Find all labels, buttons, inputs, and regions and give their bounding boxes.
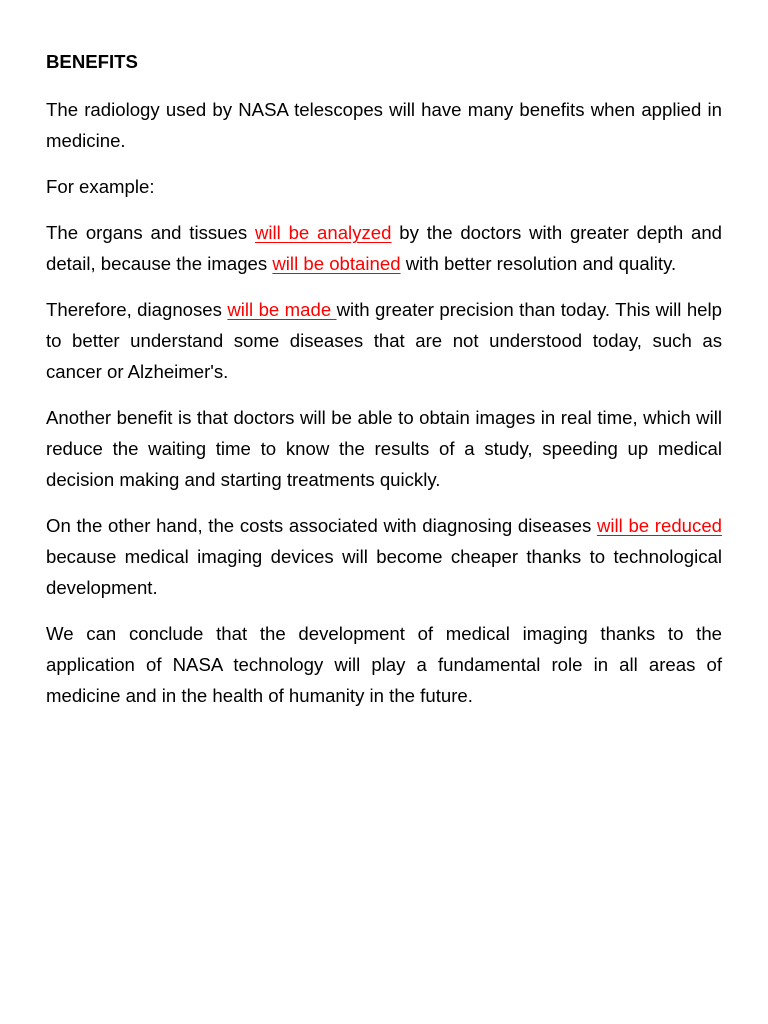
paragraph-example-label: For example: <box>46 176 155 197</box>
paragraph-diagnoses <box>46 294 722 387</box>
paragraph-conclusion: We can conclude that the development of medical imaging thanks to the application of NASA technology will play a fundamental role in all areas of medicine and in the health of humanity in the future. <box>46 623 722 706</box>
text-segment: The organs and tissues <box>46 222 255 243</box>
text-segment: by the doctors with greater depth and detail, because the images <box>46 222 722 274</box>
text-segment: with better resolution and quality. <box>400 253 677 274</box>
paragraph-costs <box>46 510 722 603</box>
highlighted-verb: will be analyzed <box>254 222 392 243</box>
text-segment: with greater precision than today. This will help to better understand some diseases that are not understood today, such as cancer or Alzheimer's. <box>46 299 722 382</box>
document-page <box>46 46 722 726</box>
paragraph-real-time: Another benefit is that doctors will be able to obtain images in real time, which will reduce the waiting time to know the results of a study, speeding up medical decision making and starting treatments quickly. <box>46 407 722 490</box>
paragraph-intro: The radiology used by NASA telescopes will have many benefits when applied in medicine. <box>46 99 722 151</box>
highlighted-verb: will be reduced <box>596 515 722 536</box>
highlighted-verb: will be obtained <box>272 253 401 274</box>
section-heading: BENEFITS <box>46 51 138 72</box>
text-segment: Therefore, diagnoses <box>46 299 228 320</box>
text-segment: On the other hand, the costs associated with diagnosing diseases <box>46 515 597 536</box>
paragraph-organs <box>46 217 722 279</box>
text-segment: because medical imaging devices will become cheaper thanks to technological development. <box>46 546 722 598</box>
highlighted-verb: will be made <box>227 299 337 320</box>
